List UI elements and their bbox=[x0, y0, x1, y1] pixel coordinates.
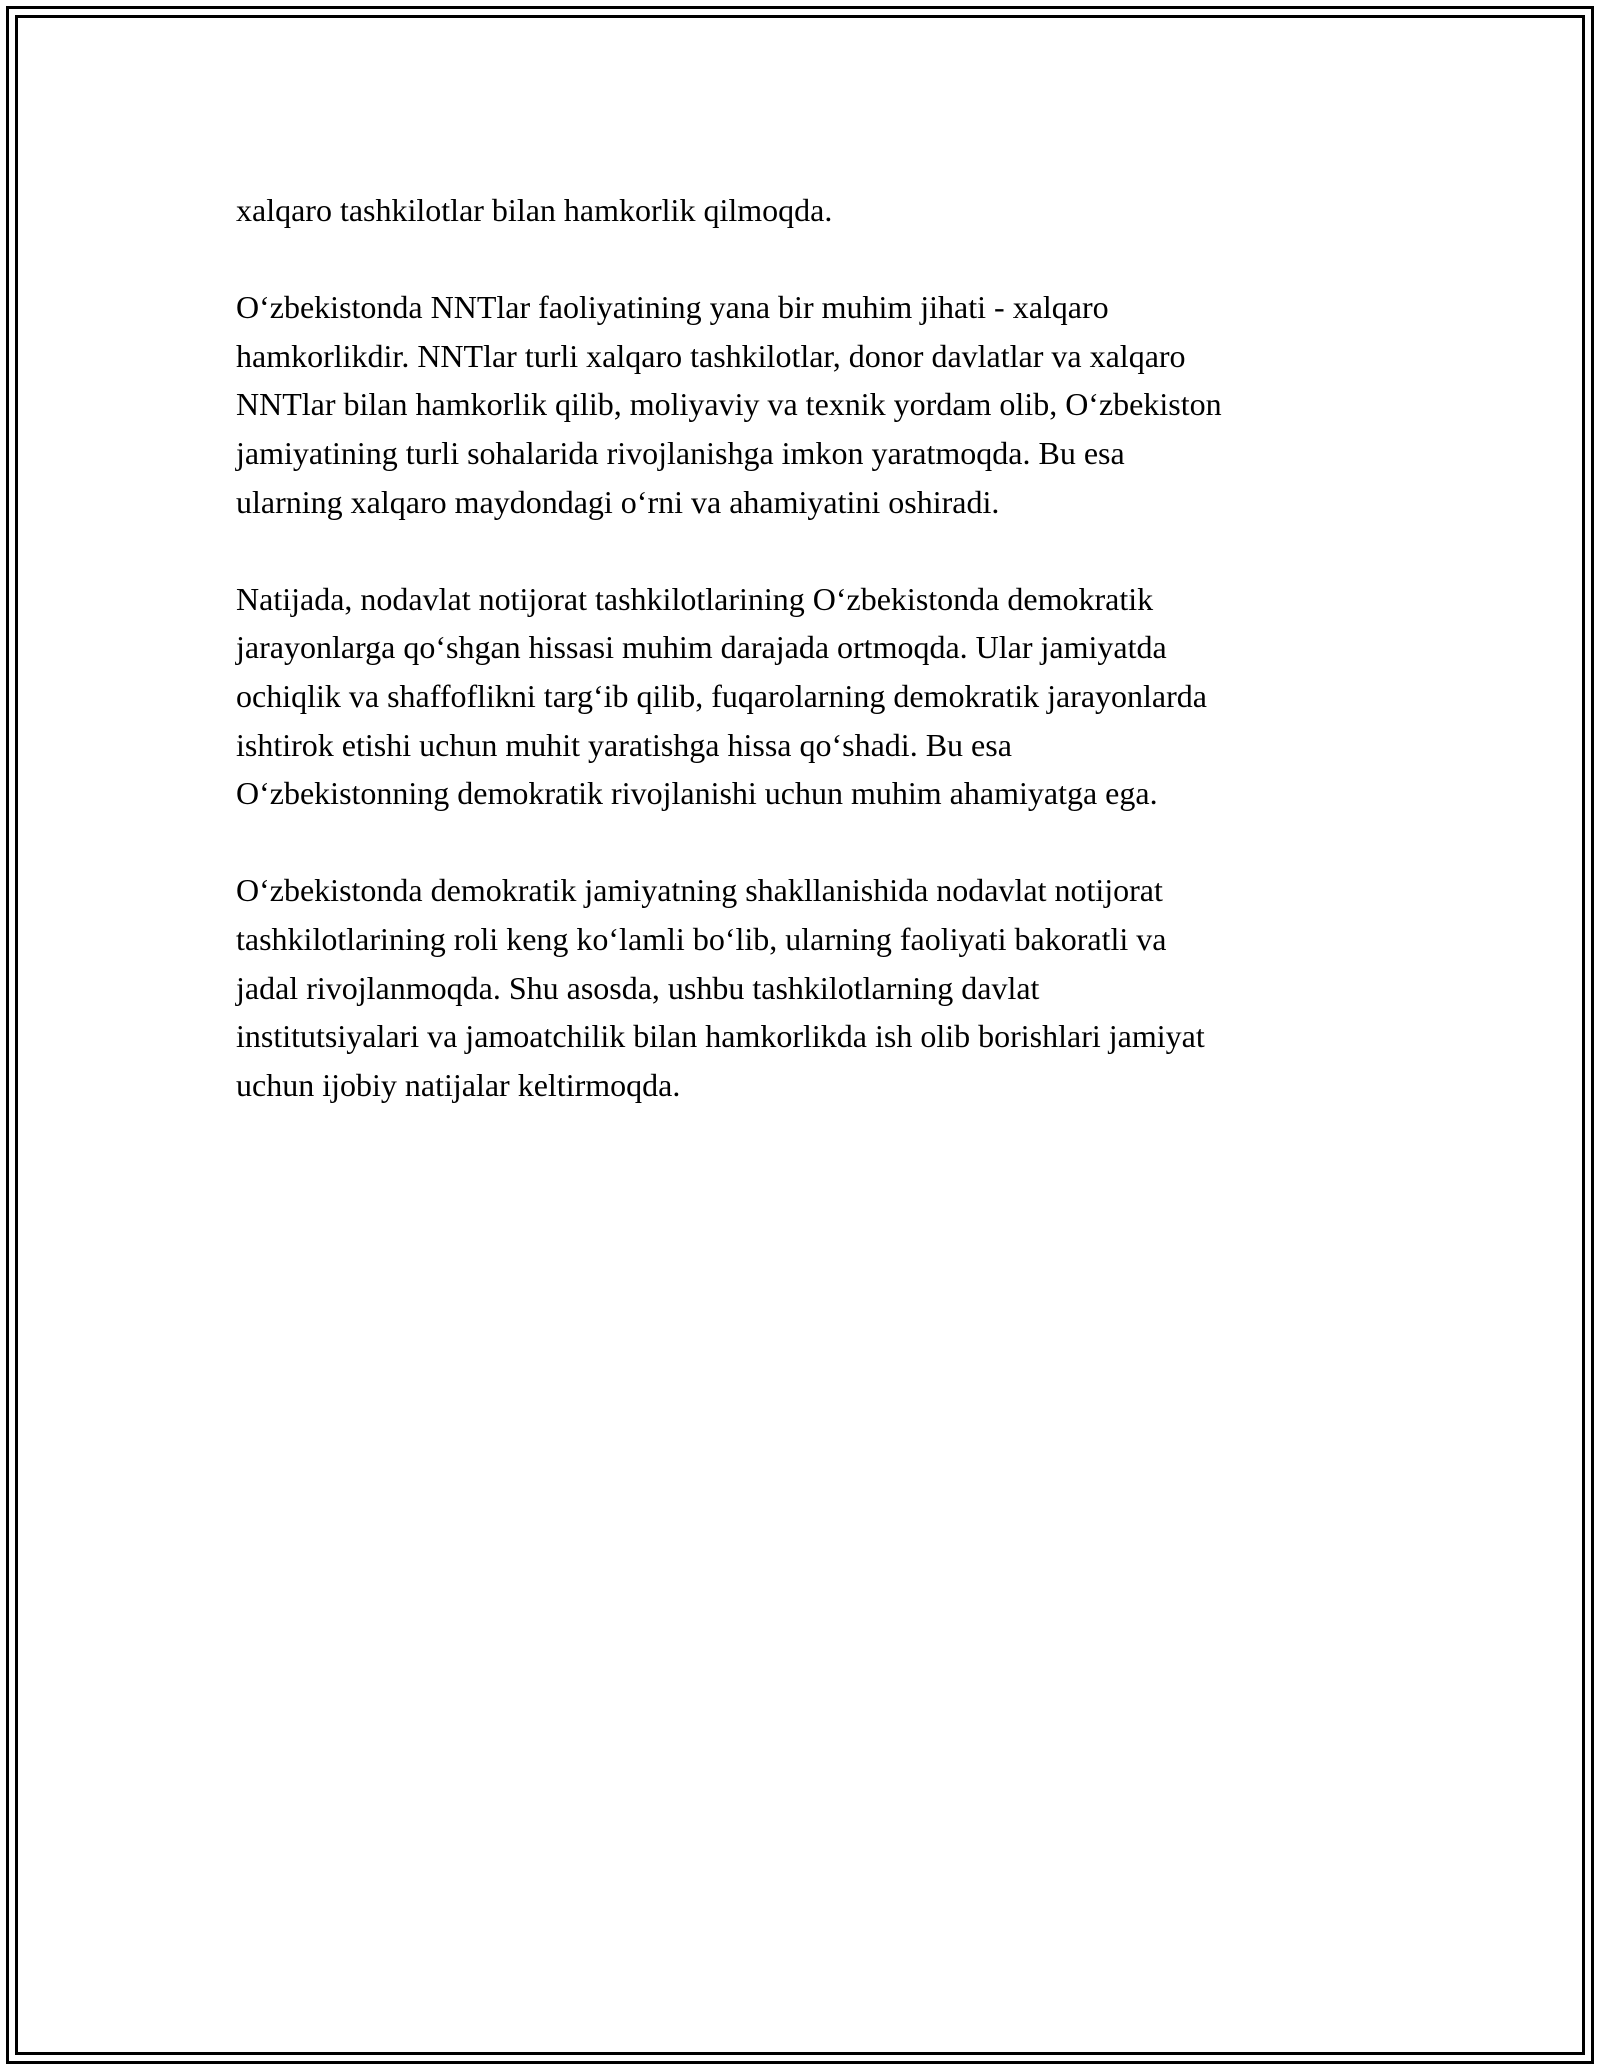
text-line: tashkilotlarining roli keng ko‘lamli bo‘lib, ularning faoliyati bakoratli va bbox=[236, 920, 1167, 957]
text-line: jamiyatining turli sohalarida rivojlanishga imkon yaratmoqda. Bu esa bbox=[236, 434, 1125, 471]
paragraph bbox=[236, 283, 1386, 526]
text-line: uchun ijobiy natijalar keltirmoqda. bbox=[236, 1066, 681, 1103]
text-line: ularning xalqaro maydondagi o‘rni va ahamiyatini oshiradi. bbox=[236, 483, 1000, 520]
text-line: ishtirok etishi uchun muhit yaratishga hissa qo‘shadi. Bu esa bbox=[236, 726, 1012, 763]
text-line: O‘zbekistonning demokratik rivojlanishi uchun muhim ahamiyatga ega. bbox=[236, 775, 1158, 812]
text-line: ochiqlik va shaffoflikni targ‘ib qilib, fuqarolarning demokratik jarayonlarda bbox=[236, 677, 1207, 714]
text-line: hamkorlikdir. NNTlar turli xalqaro tashkilotlar, donor davlatlar va xalqaro bbox=[236, 337, 1186, 374]
text-line: jarayonlarga qo‘shgan hissasi muhim darajada ortmoqda. Ular jamiyatda bbox=[236, 629, 1167, 666]
text-line: O‘zbekistonda NNTlar faoliyatining yana bir muhim jihati - xalqaro bbox=[236, 289, 1109, 326]
paragraph bbox=[236, 186, 1386, 235]
text-line: xalqaro tashkilotlar bilan hamkorlik qilmoqda. bbox=[236, 192, 833, 228]
text-line: O‘zbekistonda demokratik jamiyatning shakllanishida nodavlat notijorat bbox=[236, 872, 1163, 909]
text-line: NNTlar bilan hamkorlik qilib, moliyaviy va texnik yordam olib, O‘zbekiston bbox=[236, 386, 1222, 423]
paragraph bbox=[236, 575, 1386, 818]
text-line: institutsiyalari va jamoatchilik bilan hamkorlikda ish olib borishlari jamiyat bbox=[236, 1018, 1205, 1055]
text-line: Natijada, nodavlat notijorat tashkilotlarining O‘zbekistonda demokratik bbox=[236, 580, 1154, 617]
paragraph bbox=[236, 866, 1386, 1109]
document-body bbox=[236, 186, 1386, 1158]
text-line: jadal rivojlanmoqda. Shu asosda, ushbu tashkilotlarning davlat bbox=[236, 969, 1040, 1006]
